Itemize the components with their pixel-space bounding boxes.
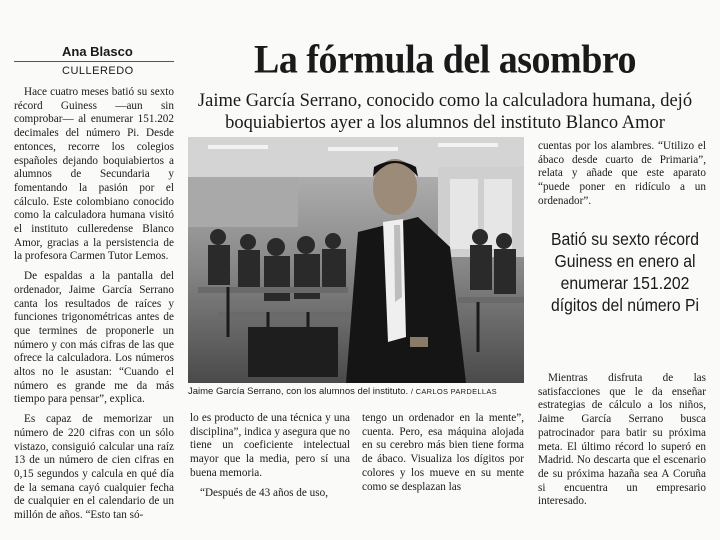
subheadline: Jaime García Serrano, conocido como la calculadora humana, dejó boquiabiertos ayer a los alumnos del instituto Blanco Amor [197,91,693,133]
paragraph: Es capaz de memorizar un número de 220 cifras con un sólo vistazo, consiguió calcular una raíz 13 de un número de cien cifras en 0,15 segundos y calcula en qué día de la semana cayó cualquier fecha de cualquier en el calendario de un millón de años. “Esto tan só- [14,413,174,522]
paragraph: Hace cuatro meses batió su sexto récord Guiness —aun sin comprobar— al enumerar 151.202 decimales del número Pi. Desde entonces, recorre los colegios españoles dejando boquiabiertos a alumnos de Secundaria y fomentando la pasión por el cálculo. Este colombiano conocido como la calculadora humana visitó el instituto culleredense Blanco Amor, gracias a la persistencia de la profesora Carmen Tutor Lemos. [14,86,174,263]
paragraph: cuentas por los alambres. “Utilizo el ábaco desde cuarto de Primaria”, relata y añade que este aparato “puede poner en ridículo a un ordenador”. [538,140,706,207]
paragraph: tengo un ordenador en la mente”, cuenta. Pero, esa máquina alojada en su cerebro más bien tiene forma de ábaco. Visualiza los dígitos por colores y los mueve en su mente como se desplazan las [362,412,524,493]
article-column-1 [14,86,174,523]
caption-text: Jaime García Serrano, con los alumnos del instituto. [188,386,409,397]
pull-quote: Batió su sexto récord Guiness en enero al enumerar 151.202 dígitos del número Pi [551,229,699,315]
paragraph: De espaldas a la pantalla del ordenador, Jaime García Serrano canta los resultados de raíces y funciones trigonométricas antes de que termines de proponerle un número y con más cifras de las que ofrece la calculadora. Los números altos no le asustan: “Cuando el número es grande me da más tiempo para pensar”, explica. [14,270,174,406]
photo-caption [188,386,524,397]
location-tag: CULLEREDO [62,65,134,77]
article-column-4-top [538,140,706,209]
article-photo [188,137,524,383]
article-column-3 [362,412,524,494]
article-column-4-bottom [538,372,706,509]
paragraph: “Después de 43 años de uso, [200,486,329,499]
paragraph: Mientras disfruta de las satisfacciones que le da enseñar estrategias de cálculo a los niños, Jaime García Serrano busca patrocinador para batir su próxima meta. El último récord lo superó en Madrid. No descarta que el escenario de su próxima hazaña sea A Coruña si encuentra un empresario interesado. [538,372,706,508]
byline: Ana Blasco [62,44,133,59]
byline-divider [14,61,174,62]
paragraph: lo es producto de una técnica y una disciplina”, indica y asegura que no tiene un coeficiente intelectual mayor que la media, pero sí una buena memoria. [190,412,350,479]
headline: La fórmula del asombro [253,37,637,83]
article-column-2 [190,412,350,500]
photo-credit: / CARLOS PARDELLAS [410,387,497,396]
